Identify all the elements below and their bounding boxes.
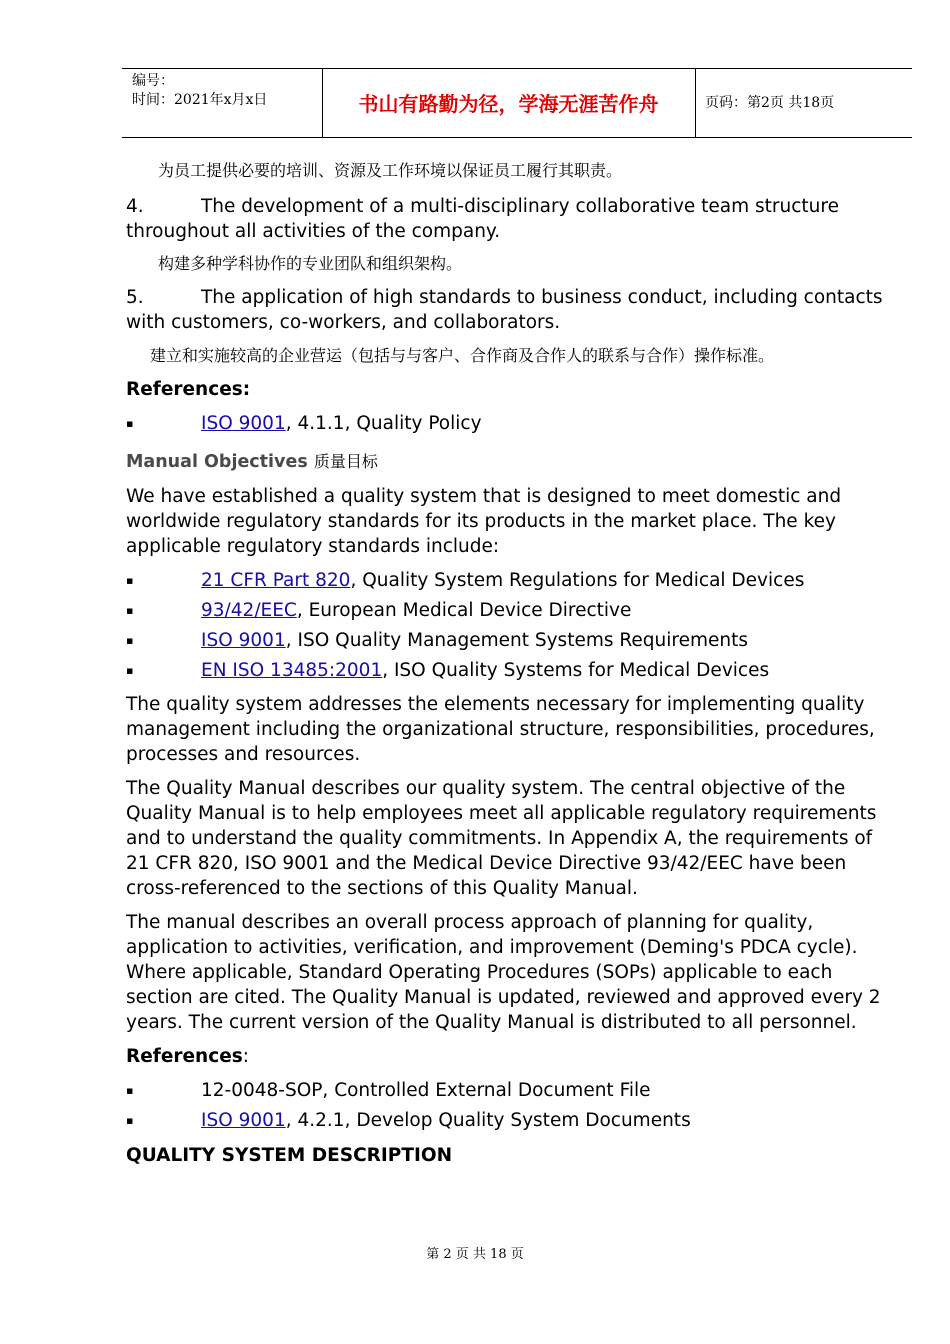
page-footer: 第 2 页 共 18 页 bbox=[426, 1247, 524, 1262]
bullet-icon: ▪ bbox=[126, 1084, 134, 1097]
references-heading-2-colon: : bbox=[242, 1046, 249, 1067]
reference-text bbox=[201, 1108, 691, 1133]
header-page-cell bbox=[695, 69, 912, 137]
standard-text bbox=[201, 568, 804, 593]
list-item-4-text: The development of a multi-disciplinary collaborative team structure throughout all activities of the company. bbox=[126, 196, 839, 242]
objectives-paragraph: We have established a quality system that is designed to meet domestic and worldwide regulatory standards for its products in the market place. The key applicable regulatory standards include: bbox=[126, 486, 842, 557]
bullet-icon: ▪ bbox=[126, 1114, 134, 1127]
bullet-icon: ▪ bbox=[126, 417, 134, 430]
list-item-5-text: The application of high standards to business conduct, including contacts with customers, co-workers, and collaborators. bbox=[126, 287, 883, 333]
reference-item bbox=[126, 1108, 896, 1133]
standard-item bbox=[126, 598, 896, 623]
reference-item bbox=[126, 411, 896, 436]
standard-link[interactable]: 93/42/EEC bbox=[201, 600, 297, 621]
reference-rest: , 4.1.1, Quality Policy bbox=[285, 413, 482, 434]
reference-link[interactable]: ISO 9001 bbox=[201, 413, 286, 434]
header-time-label: 时间：2021年x月x日 bbox=[132, 92, 268, 108]
zh-intro: 为员工提供必要的培训、资源及工作环境以保证员工履行其职责。 bbox=[158, 161, 623, 180]
bullet-icon: ▪ bbox=[126, 574, 134, 587]
header-meta-cell bbox=[122, 69, 323, 137]
standard-text bbox=[201, 628, 748, 653]
bullet-icon: ▪ bbox=[126, 604, 134, 617]
section-heading: QUALITY SYSTEM DESCRIPTION bbox=[126, 1145, 453, 1166]
standard-link[interactable]: 21 CFR Part 820 bbox=[201, 570, 351, 591]
references-heading: References: bbox=[126, 379, 251, 400]
header-number-label: 编号： bbox=[132, 73, 174, 89]
standard-text bbox=[201, 658, 769, 683]
standard-rest: , ISO Quality Management Systems Requirements bbox=[285, 630, 748, 651]
objectives-heading-en: Manual Objectives bbox=[126, 452, 308, 472]
list-item-5-zh: 建立和实施较高的企业营运（包括与与客户、合作商及合作人的联系与合作）操作标准。 bbox=[150, 346, 775, 365]
header-page-label: 页码：第2页 共18页 bbox=[705, 95, 835, 111]
list-item-4-zh: 构建多种学科协作的专业团队和组织架构。 bbox=[158, 254, 463, 273]
reference-rest: , 4.2.1, Develop Quality System Documents bbox=[285, 1110, 691, 1131]
standard-item bbox=[126, 658, 896, 683]
objectives-heading bbox=[126, 450, 896, 474]
list-item-5-number: 5. bbox=[126, 287, 144, 308]
system-paragraph: The quality system addresses the elements necessary for implementing quality management including the organizational structure, responsibilities, procedures, processes and resources. bbox=[126, 694, 875, 765]
process-paragraph: The manual describes an overall process approach of planning for quality, application to activities, verification, and improvement (Deming's PDCA cycle). Where applicable, Standard Operating Procedures (SOPs) applicable to each section are cited. The Quality Manual is updated, reviewed and approved every 2 years. The current version of the Quality Manual is distributed to all personnel. bbox=[126, 912, 881, 1033]
standard-rest: , European Medical Device Directive bbox=[296, 600, 632, 621]
bullet-icon: ▪ bbox=[126, 634, 134, 647]
manual-paragraph: The Quality Manual describes our quality system. The central objective of the Quality Manual is to help employees meet all applicable regulatory requirements and to understand the quality commitments. In Appendix A, the requirements of 21 CFR 820, ISO 9001 and the Medical Device Directive 93/42/EEC have been cross-referenced to the sections of this Quality Manual. bbox=[126, 778, 877, 899]
standard-item bbox=[126, 568, 896, 593]
references-heading-2-text: References bbox=[126, 1046, 243, 1067]
standard-text bbox=[201, 598, 631, 623]
page-header bbox=[122, 68, 912, 138]
standard-item bbox=[126, 628, 896, 653]
reference-link[interactable]: ISO 9001 bbox=[201, 1110, 286, 1131]
standard-rest: , Quality System Regulations for Medical Devices bbox=[350, 570, 805, 591]
list-item-4-number: 4. bbox=[126, 196, 144, 217]
standard-link[interactable]: ISO 9001 bbox=[201, 630, 286, 651]
reference-text bbox=[201, 411, 482, 436]
bullet-icon: ▪ bbox=[126, 664, 134, 677]
header-motto: 书山有路勤为径，学海无涯苦作舟 bbox=[358, 92, 659, 116]
references-heading-2 bbox=[126, 1044, 896, 1069]
header-motto-cell bbox=[322, 69, 696, 137]
reference-text: 12-0048-SOP, Controlled External Document File bbox=[201, 1080, 651, 1101]
document-body bbox=[126, 158, 896, 1168]
reference-item bbox=[126, 1078, 896, 1103]
standard-rest: , ISO Quality Systems for Medical Devices bbox=[382, 660, 770, 681]
standard-link[interactable]: EN ISO 13485:2001 bbox=[201, 660, 383, 681]
objectives-heading-zh: 质量目标 bbox=[313, 452, 378, 471]
